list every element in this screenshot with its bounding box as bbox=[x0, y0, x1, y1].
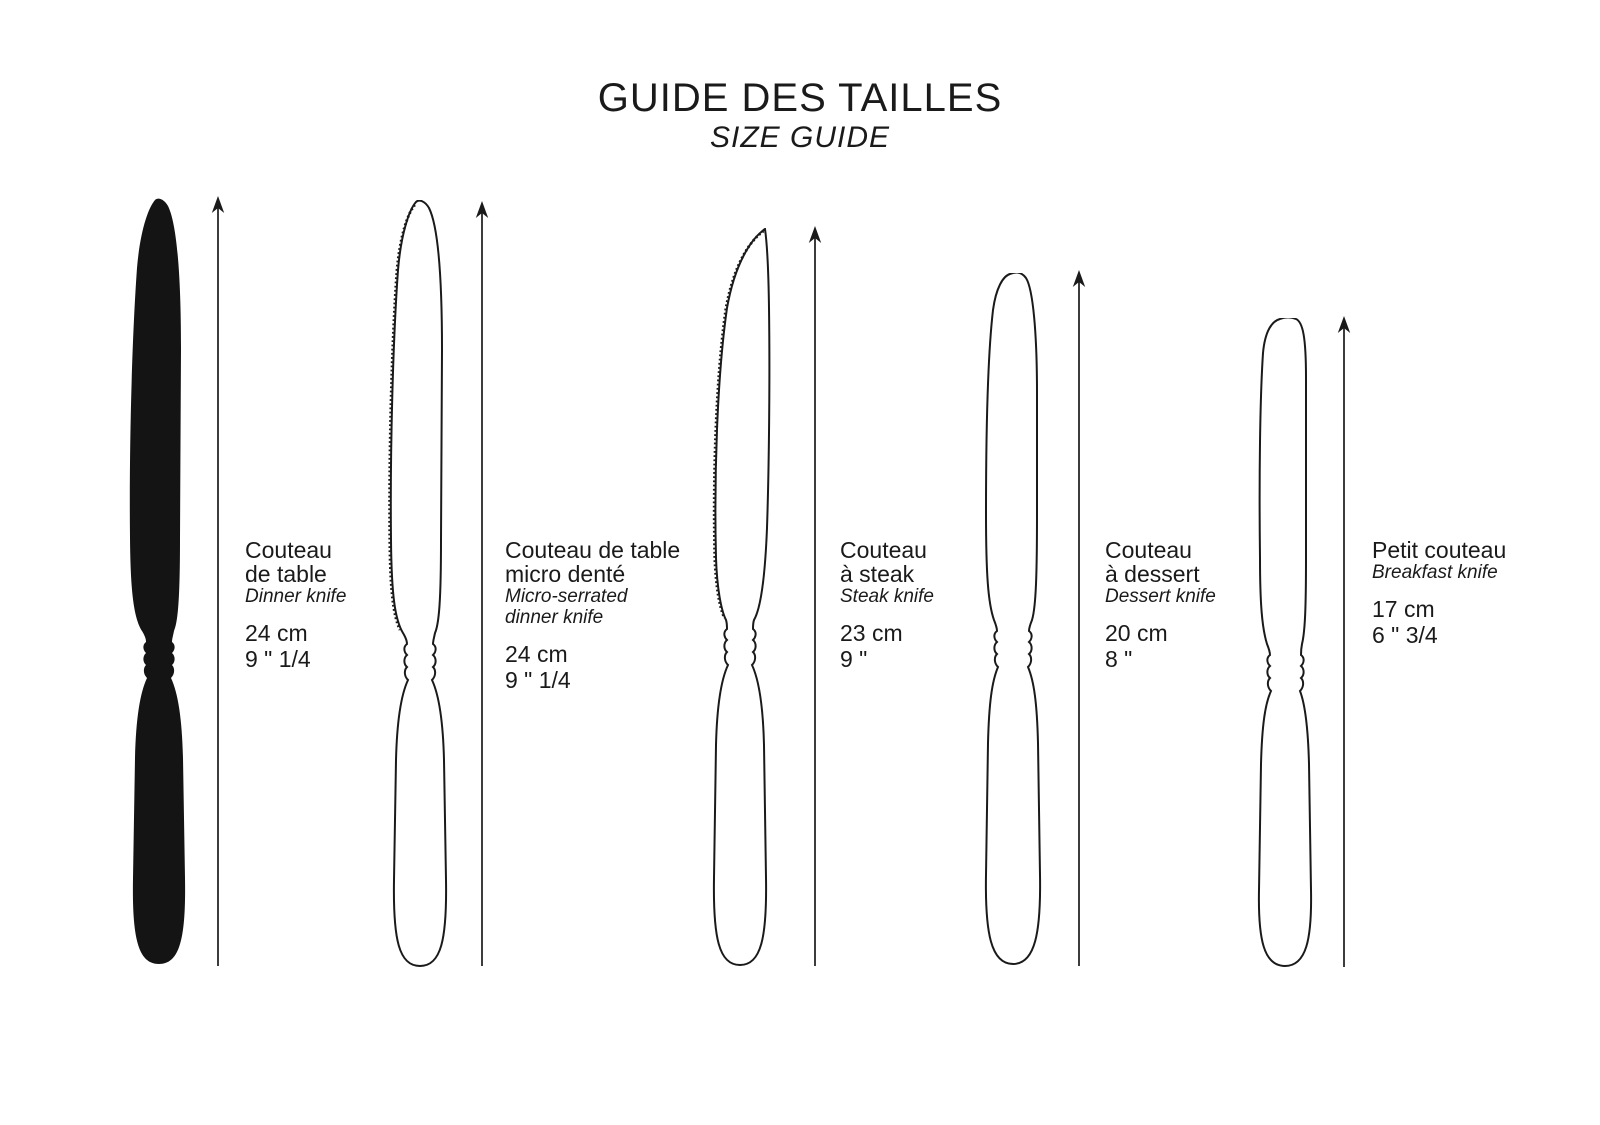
knife-name-fr-line: Couteau bbox=[840, 537, 927, 563]
height-arrow bbox=[1070, 270, 1088, 966]
knife-name-fr bbox=[505, 538, 735, 586]
knife-size-inches: 8 " bbox=[1105, 646, 1133, 672]
knife-size bbox=[505, 641, 735, 693]
knife-name-en bbox=[1372, 562, 1600, 583]
breakfast-knife-outline bbox=[1250, 318, 1320, 968]
knife-name-en-line: Dinner knife bbox=[245, 586, 347, 607]
knife-size-cm: 24 cm bbox=[245, 620, 308, 646]
knife-name-en-line: dinner knife bbox=[505, 607, 604, 628]
dessert-knife-outline bbox=[979, 273, 1053, 967]
knife-name-en-line: Breakfast knife bbox=[1372, 562, 1498, 583]
knife-name-en-line: Micro-serrated bbox=[505, 586, 628, 607]
knife-size-inches: 9 " 1/4 bbox=[505, 667, 571, 693]
height-arrow bbox=[473, 201, 491, 966]
knife-size-inches: 9 " 1/4 bbox=[245, 646, 311, 672]
height-arrow bbox=[209, 196, 227, 966]
knife-size-inches: 6 " 3/4 bbox=[1372, 622, 1438, 648]
height-arrow bbox=[1335, 316, 1353, 967]
size-guide-subtitle: SIZE GUIDE bbox=[709, 121, 891, 154]
dinner-knife-silhouette bbox=[122, 198, 196, 966]
knife-label bbox=[505, 538, 735, 693]
knife-name-en-line: Steak knife bbox=[840, 586, 934, 607]
knife-name-fr-line: micro denté bbox=[505, 561, 626, 587]
knife-name-fr-line: à steak bbox=[840, 561, 915, 587]
knife-label bbox=[1372, 538, 1600, 648]
steak-knife-outline bbox=[703, 228, 783, 968]
knife-name-fr-line: Couteau bbox=[1105, 537, 1192, 563]
knife-size-cm: 24 cm bbox=[505, 641, 568, 667]
knife-name-fr-line: de table bbox=[245, 561, 327, 587]
knife-name-fr-line: Couteau de table bbox=[505, 537, 681, 563]
size-guide-title: GUIDE DES TAILLES bbox=[597, 76, 1003, 120]
knife-size-cm: 17 cm bbox=[1372, 596, 1435, 622]
knife-size-cm: 20 cm bbox=[1105, 620, 1168, 646]
knife-size-cm: 23 cm bbox=[840, 620, 903, 646]
height-arrow bbox=[806, 226, 824, 966]
knife-name-fr-line: Petit couteau bbox=[1372, 537, 1507, 563]
knife-name-en bbox=[505, 586, 735, 628]
micro-serrated-dinner-knife-outline bbox=[383, 200, 457, 968]
knife-name-fr bbox=[1372, 538, 1600, 562]
knife-name-en-line: Dessert knife bbox=[1105, 586, 1216, 607]
knife-size bbox=[1372, 596, 1600, 648]
knife-size-inches: 9 " bbox=[840, 646, 868, 672]
knife-name-fr-line: Couteau bbox=[245, 537, 332, 563]
knife-name-fr-line: à dessert bbox=[1105, 561, 1200, 587]
